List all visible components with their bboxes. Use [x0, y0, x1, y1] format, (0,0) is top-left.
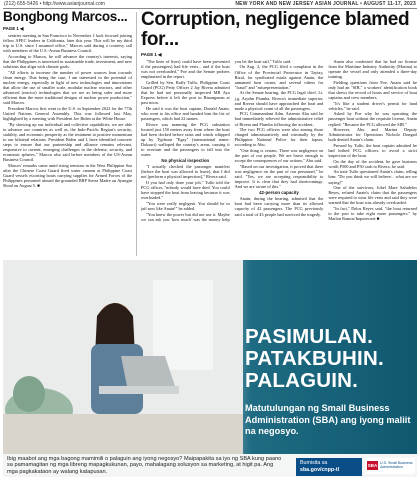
slogan-line: PASIMULAN.	[245, 325, 374, 348]
paragraph: "In fact," Delos Reyes said, "the boat returned to the port to take eight more passengers." by Marlon Ramos/Inquirer.net ■	[328, 206, 417, 222]
paragraph: He said it was the boat captain, Donald Anain, who went to his office and handed him the list of passengers, which had 22 names.	[141, 105, 230, 121]
paragraph: Grilled by Sen. Raffy Tulfo, Philippine Coast Guard (PCG) Petty Officer 2 Jay Rivera admitted that he had not personally inspected MB Aya Express before it left the port in Binangonan at past noon.	[141, 79, 230, 106]
paragraph: On Aug. 2, the PCG filed a complaint in the Office of the Provincial Prosecutor in Taytay, Rizal, for syndicated estafa against Anain, the unnamed boat owner, and several others for "fraud" and "misrepresentation."	[234, 64, 324, 90]
page-header	[0, 0, 420, 8]
visit-link[interactable]	[296, 458, 362, 476]
column-divider	[136, 12, 137, 256]
article-headline: Bongbong Marcos...	[3, 10, 128, 24]
article-marcos	[3, 10, 132, 256]
sba-logo-mark: SBA	[367, 463, 378, 468]
paragraph: sentries meeting in San Francisco in November. I look forward joining fellow APEC leaders in California, later this year. This will be my third trip to U.S. since I assumed office," Marcos said during a courtesy call with members of the U.S.-Asean Business Council.	[3, 33, 132, 54]
header-rule	[3, 8, 417, 9]
sba-advertisement[interactable]	[3, 260, 417, 477]
article-headline: Corruption, negligence blamed for...	[141, 10, 410, 50]
paragraph: Marcos' remarks came amid rising tensions in the West Philippine Sea after the Chinese Coast Guard fired water cannon at Philippine Coast Guard vessels escorting boats carrying supplies for Armed Forces of the Philippines personnel aboard the grounded BRP Sierra Madre on Ayungin Shoal on August 5. ■	[3, 163, 132, 189]
paragraph: However, Abu and Marina Deputy Administrator for Operations Nicholo Dongail both denied Anain's claim.	[328, 127, 417, 143]
paragraph: Fielding questions from Poe, Anain said he only had an "SIB," a workers' identification book that shows the record of hours and service of boat captains and crew members.	[328, 79, 417, 101]
paragraph: "The lines of lives) could have been prevented if the passengers) had life vests... and if the boat was not overloaded," Poe and the Senate probers emphasized in the report.	[141, 58, 230, 80]
paragraph: An irate Tulfo questioned Anain's claim, telling him: "Do you think we will believe... what are we saying!"	[328, 169, 417, 185]
sba-logo-text: U.S. Small Business Administration	[380, 461, 413, 470]
paragraph: If you had only done your job," Tulfo told the PCG officer, "nobody would have died. You could have stopped the boat from leaving because it was overloaded."	[141, 179, 230, 201]
paragraph: "It's like a student driver's permit for land vehicles," he said.	[328, 100, 417, 111]
paragraph: One of the survivors, Jobel Mare Saludelos Reyes, refuted Anain's claim that the passengers were required to wear life vests and said they were warned that the boat was already overloaded.	[328, 185, 417, 206]
paragraph: "By showing up our individual and collective capabilities, we are able to advance our countries as well as, the Indo-Pacific Region's security, stability, and economic prosperity as the testament to positive momentum to our bilateral relations. President Biden and I, have identified concrete steps to ensure that our partnership and alliance remains relevant, responsive to current, emerging challenges in the defense, security, and economic spheres," Marcos also said before members of the US-Asean Business Council.	[3, 121, 132, 163]
paragraph: According to Marcos, he will advance the country's interests, saying that the Philippines is interested in sustainable trade, investment, and new solutions that align with climate goals.	[3, 54, 132, 70]
paragraph: Pressed by Tulfo, the boat captain admitted he had bribed PCG officers to avoid a strict inspection of the boat.	[328, 142, 417, 159]
page-reference: PAGE 1 ◀	[3, 26, 24, 32]
article-body	[3, 33, 132, 188]
paragraph: At the Senate hearing, the PCG legal chief, Lt. j.g. Arjohn Flumba, Rivera's immediate superior, and Rivera should have approached the boat and made a physical count of all the passengers.	[234, 90, 324, 111]
ad-slogan	[245, 326, 417, 392]
ad-info-band	[3, 454, 417, 477]
article-body	[141, 59, 417, 222]
paragraph: "One thing is certain. There was negligence on the part of our people. We are brave enough to accept the consequences of our actions," Abu said.	[234, 147, 324, 164]
paragraph: "Based on our investigation, it proved that there was negligence on the part of our personnel," he said. "Yes, we are accepting responsibility to improve. It is clear that they had shortcomings. And we are aware of this."	[234, 163, 324, 190]
paragraph: "All efforts to increase the number of power sources lean towards clean energy. That being the case, I am interested in the potential of nuclear energy, especially in light of new technologies and innovations that allow the use of smaller scale, modular nuclear reactors, and other advanced (reactor) technologies that we see as being safer and more efficient than the more traditional designs of nuclear power production," said Marcos.	[3, 69, 132, 106]
article-corruption	[141, 10, 417, 256]
header-masthead: NEW YORK AND NEW JERSEY ASIAN JOURNAL • AUGUST 11-17, 2023	[235, 1, 416, 7]
paragraph: President Marcos first went to the U.S. in September 2022 for the 77th United Nations General Assembly. This was followed last May, highlighted by a meeting with President Joe Biden at the White House.	[3, 105, 132, 122]
paragraph: Anain also confessed that he had no license from the Maritime Industry Authority (Marina) to operate the vessel and only attended a three-day training.	[328, 58, 417, 80]
slogan-line: PALAGUIN.	[245, 369, 359, 392]
paragraph: Rivera was manning the PCG substation located just 150 meters away from where the boat had been docked before rains and winds whipped up by Typhoon "Egay" (international name: Doksuri) walloped the country's areas, causing it to overturn and the passengers to fall into the water.	[141, 121, 230, 158]
paragraph: "You knew the power but did not use it. Maybe we can ask you 'how much' was the money help you let the boat sail," Tulfo said.	[141, 58, 292, 222]
ad-tagline: Matutulungan ng Small Business Administration (SBA) ang iyong maliit na negosyo.	[245, 403, 411, 436]
subhead: 42-person capacity	[259, 190, 299, 196]
visit-label: Bumisita sa	[300, 460, 328, 466]
paragraph: Asked by Poe why he was operating the passenger boat without the requisite license, Anain replied: "Because the PCG allowed the SIB."	[328, 111, 417, 127]
ad-description: Ibig maabot ang mga bagong mamimili o palaguin ang iyong negosyo? Maipapakita sa iyo ng SBA kung paano sa pamamagitan ng mga libreng mapagkukunan, payo, mahalagang solusyon sa marketing, at higit pa. Ang mga pagkakataon ay walang katapusan.	[7, 456, 282, 475]
header-contact: (212) 655-5426 • http://www.asianjournal.com	[4, 1, 105, 7]
visit-url[interactable]: sba.gov/cnpp-tl	[300, 467, 340, 473]
paragraph: "I actually checked the passenger manifest (before the boat was allowed to leave), that I did not [perform a physical inspection]," Rivera said.	[141, 164, 230, 180]
page-reference: PAGE 1 ◀	[141, 51, 162, 57]
paragraph: PCG Commandant Adm. Artemio Abu said he had immediately relieved the administrative relief of Rivera and Flumba following the accident.	[234, 111, 324, 127]
paragraph: "You were really negligent. You should be in jail now like Anain!" he added.	[141, 200, 230, 211]
paragraph: Anain, during the hearing, admitted that the boat had been carrying more than its allowed capacity of 42 passengers. The PCG previously said a total of 43 people had survived the tragedy.	[234, 196, 324, 217]
woman-with-laptop-illustration	[3, 260, 243, 454]
slogan-line: PATAKBUHIN.	[245, 347, 384, 370]
paragraph: On the day of the accident, he gave business worth P500 and P50 cash to Rivera, he said.	[328, 158, 417, 169]
sba-logo	[365, 458, 415, 474]
paragraph: The two PCG officers were also among those charged administratively and criminally by the Philippine National Police for their lapses, according to Abu.	[234, 127, 324, 148]
subhead: No physical inspection	[161, 158, 210, 164]
